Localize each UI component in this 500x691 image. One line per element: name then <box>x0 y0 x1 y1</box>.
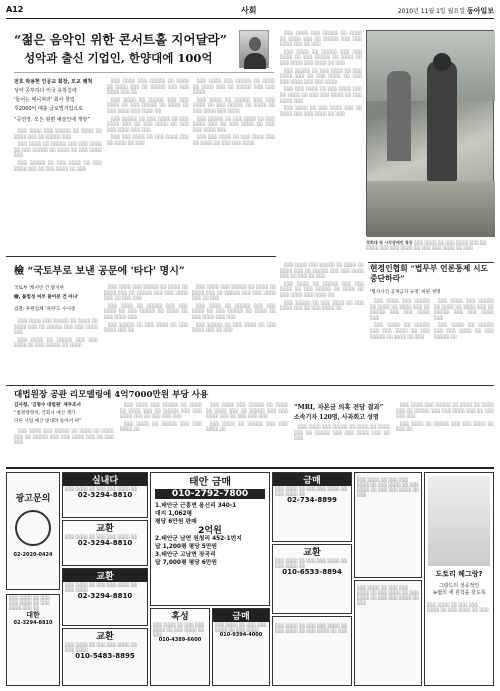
fourth-sub-3: 다른 사업 예산 빗대려 돌아서 써” <box>14 419 82 424</box>
third-story-body-2: ░░░ ░░░░ ░░░ ░░░░░ ░░ ░░░░ ░░ ░░░░ ░░░ ░░ ░░░░░ ░░░ ░░░ ░░░░ ░░░ ░░░ ░░░░ ░░ ░░░░░ ░░░ ░░░ ░░░░ ░░ ░░░ ░░░░░ ░░ <box>434 298 494 339</box>
second-story-body-2: ░░░ ░░░░ ░░░ ░░░░░ ░░ ░░░░ ░░ ░░░░ ░░░ ░░ ░░░░░ ░░░ ░░░ ░░░░ ░░░ ░░ ░░░ ░░░ ░░░ ░░░░ ░░ ░░░░░ ░░░ ░░░ ░░░░ ░░ ░░░ ░░░░░ ░░ ░░░░ ░░ ░░░ ░░░░ ░░░ ░░░ ░░░░░ ░░ ░░░ ░░░░ ░░ ░░░ ░░░░ ░░░ ░░ <box>104 284 188 333</box>
ad-line: 답 7,000평 평당 6만원 <box>155 560 218 567</box>
ad-divider <box>6 467 494 469</box>
subhead-5: “공연장, 모든 형편 예술인에 개방” <box>14 117 90 123</box>
fourth-story-body-2: ░░░ ░░░░ ░░░ ░░░░░ ░░ ░░░░ ░░ ░░░░ ░░░ ░░ ░░░░░ ░░░ ░░░ ░░░░ ░░░ ░░ ░░░ ░░░ ░░░ ░░░ ░░░░ ░░ ░░░░░ ░░░ ░░░ ░░░░ ░░ <box>120 402 202 432</box>
second-headline: 檢 “국토부로 보낸 공문에 '타다' 명시” <box>14 266 185 277</box>
news-photo <box>366 30 494 236</box>
fourth-headline: 대법원장 공관 리모델링에 4억7000만원 부당 사용 <box>14 390 209 400</box>
ad-tel: 010-4389-6600 <box>158 637 202 643</box>
ad-title: 교환 <box>96 632 114 642</box>
ad-line: 답 1,200평 평당 5만원 <box>155 544 218 551</box>
page-header <box>6 5 494 18</box>
second-story-body-3: ░░░ ░░░░ ░░░ ░░░░░ ░░ ░░░░ ░░ ░░░░ ░░░ ░░ ░░░░░ ░░░ ░░░ ░░░░ ░░░ ░░ ░░░ ░░░ ░░░░ ░░ ░░░░░ ░░░ ░░░ ░░░░ ░░ ░░░ ░░░░░ ░░ ░░░░ ░░ ░░░ ░░░░ ░░░ ░░░ ░░░ ░░░░░ ░░ ░░░ ░░░░ ░░ ░░░ ░░░░ ░░░ ░░ ░░░ <box>192 284 276 333</box>
fourth-sub-1: 김사청, '김명수 대법원' 재무조사 <box>14 403 82 408</box>
ad-a5: 교환 ░░░ ░░░░ ░░ ░░░ ░░░ ░░░░ ░░ ░░░ ░░░░ 02-3294-8810 <box>62 568 148 626</box>
ad-misc-1: ░░░ ░░░░ ░░ ░░░ ░░░ ░░░░ ░░ ░░░ ░░░░ ░░ ░░░ ░░░░ ░░ ░░░ <box>272 616 352 686</box>
fifth-sub: 소속기자 120명, 사과회고 성명 <box>294 414 379 421</box>
ad-line: 2.태안군 남면 원청리 452-1번지 <box>155 535 242 542</box>
ad-title: 실내다 <box>63 473 147 486</box>
second-sub-3: 검찰, 후원업체 '파파'도 수사중 <box>14 307 76 312</box>
ad-left-bottom: ░░░ ░░░░ ░░ ░░░ ░░░ ░░░░ ░░ ░░░ ░░░░ ░░░ ░░ 대한 02-3294-8810 <box>6 594 60 686</box>
notice-sub-2: 농협의 세 원칙을 갖도록 <box>432 590 486 596</box>
ad-a9: 혹성 ░░░ ░░░░ ░░ ░░░ ░░░ ░░░░ ░░ ░░░ ░░░░ ░░ ░░░ 010-4389-6600 <box>150 608 210 686</box>
ad-tel: 010-5483-8895 <box>75 652 135 660</box>
ad-line: 대지 1,062평 <box>155 511 193 518</box>
ad-title: 태안 금매 <box>188 477 232 488</box>
top-headline-1: “젊은 음악인 위한 콘서트홀 지어달라” <box>14 32 227 47</box>
fourth-sub-2: “법원행정처, 국회나 예산 재가 <box>14 411 76 416</box>
ad-title: 교환 <box>63 569 147 582</box>
top-story-body-4: ░░░ ░░░░ ░░░ ░░░░░ ░░ ░░░░ ░░ ░░░░ ░░░ ░░ ░░░░░ ░░░ ░░░ ░░░░ ░░░ ░░ ░░░ ░░░ ░░░░ ░░ ░░░░░ ░░░ ░░░ ░░░░ ░░ ░░░ ░░░░░ ░░ ░░░░ ░░ ░░░ ░░░░ ░░░ ░░░░ ░░ ░░░ ░░░ ░░░░░ ░░ ░░░ ░░░░ ░░ ░░░ ░░░░ ░░░ ░░ ░░░ ░░░░ ░░ ░░░ ░░░ ░░░░ ░░░ ░░░ ░░░░ ░░░ ░░░ ░░░░ ░░ ░░░ ░░░░ ░░░ ░░ ░░░░ ░░ ░░░ ░░░ ░░░░ ░░ ░░░ ░░░░ ░░░ ░░░ ░░░░ ░░ ░░░ ░░░░ ░░░ ░░ ░░░░ ░░░ ░░░ ░░░░ ░░ ░░░ <box>280 30 362 116</box>
notice-title: 도토리 헤그랑? <box>435 570 483 578</box>
subhead-1: 전호 박용현 인공교 회장, 모교 쾌척 <box>14 79 93 85</box>
ad-a11: 교환 ░░░ ░░░░ ░░ ░░░ ░░░ ░░░░ ░░ ░░░ ░░░░ ░░ 010-6533-8894 <box>272 544 352 614</box>
ad-a1: 실내다 ░░░ ░░░░ ░░ ░░░ ░░░ ░░░░ ░░ 02-3294-8810 <box>62 472 148 518</box>
ad-tel: 02-3294-8810 <box>77 539 133 547</box>
ad-title: 대한 <box>26 611 40 619</box>
ad-price: 2억원 <box>198 525 222 536</box>
top-story-subheads <box>14 78 102 125</box>
ad-tel: 010-9394-4000 <box>219 632 263 638</box>
photo-caption: 경희대 첫 시각장애인 특등 ░░░ ░░░░ ░░ ░░░ ░░░░ ░░░ ░░ ░░░░ ░░░ ░░░ ░░░░ ░░ ░░░ ░░░ ░░░░ ░░ ░░░ <box>366 240 487 250</box>
ad-misc-3: ░░░ ░░░░ ░░ ░░░ ░░░ ░░░░ ░░ ░░░ ░░░░ ░░ ░░░ ░░░░ ░░ ░░░ ░░░ ░░░░ ░░ ░░░ <box>354 580 422 686</box>
fourth-story-body-1: ░░░ ░░░░ ░░░ ░░░░░ ░░ ░░░░ ░░ ░░░░ ░░░ ░░ ░░░░░ ░░░ ░░░ ░░░░ ░░░ ░░ ░░░ ░░░ <box>14 428 114 445</box>
issue-date: 2010년 11월 1일 월요일 <box>397 8 466 15</box>
divider <box>6 385 494 386</box>
third-headline: 현정인협회 “법무부 언론통제 시도 중단하라” <box>370 264 489 283</box>
third-story-body-1: ░░░ ░░░░ ░░░ ░░░░░ ░░ ░░░░ ░░ ░░░░ ░░░ ░░ ░░░░░ ░░░ ░░░ ░░░░ ░░░ ░░░ ░░░░ ░░ ░░░░░ ░░░ ░░░ ░░░░ ░░ ░░░ ░░░░░ ░░ ░░░░ ░░ ░░░ <box>370 298 430 339</box>
divider <box>14 72 274 73</box>
subhead-2: 성악 공부하다 미국 유학길에 <box>14 88 77 94</box>
third-sub: '형사사건 공개금지 규정' 비판 성명 <box>370 290 441 295</box>
ad-a4: 금매 ░░░ ░░░░ ░░ ░░░ ░░░ ░░░░ ░░ ░░░ ░░░░ ░░ 02-734-8899 <box>272 472 352 542</box>
top-story-body-1: ░░░ ░░░░ ░░░ ░░░░░ ░░ ░░░░ ░░ ░░░░ ░░░ ░░ ░░░░░ ░░░ ░░░ ░░░░ ░░ ░░░░░ ░░░ ░░░ ░░░░ ░░ ░░░ ░░░░░ ░░ ░░░░ ░░ ░░░ ░░░░ ░░░ ░░░ ░░░░░ ░░ ░░░ ░░░░ ░░ ░░░ ░░░░ ░░░ ░░ ░░░ ░░░░ ░░ ░░░ <box>14 128 102 171</box>
second-story-body-4: ░░░ ░░░░ ░░░ ░░░░░ ░░ ░░░░ ░░ ░░░░ ░░░ ░░ ░░░░░ ░░░ ░░░ ░░░░ ░░░ ░░ ░░░ ░░ ░░░ ░░░ ░░░░ ░░ ░░░░░ ░░░ ░░░ ░░░░ ░░ ░░░ ░░░░░ ░░ ░░░░ ░░ ░░░ ░░░░ ░░░ ░░░░ ░░ ░░░ ░░░░░ ░░ ░░░ ░░░░ ░░ ░░░ ░░░░ ░░░ ░░ ░░░ ░░░░ ░░ <box>280 262 364 311</box>
ad-tel: 02-3294-8810 <box>13 620 53 626</box>
fifth-story-body-1: ░░░ ░░░░ ░░░ ░░░░░ ░░ ░░░░ ░░ ░░░░ ░░░ ░░ ░░░░░ ░░░ ░░░ ░░░░ ░░░ ░░ ░░░ <box>294 424 390 441</box>
photo-caption-title: 경희대 첫 시각장애인 특등 <box>366 240 413 245</box>
ad-line: 1.태안군 근흥면 용신리 340-1 <box>155 503 237 509</box>
paper-name: 동아일보 <box>466 7 494 15</box>
ad-tel: 02-3294-8810 <box>77 491 133 499</box>
ad-a10: 금매 ░░░ ░░░░ ░░ ░░░ ░░░ ░░░░ ░░ ░░░ ░░░░ 010-9394-4000 <box>212 608 270 686</box>
portrait-photo <box>239 30 269 68</box>
subhead-3: '들어는 메니쳐러' 회사 창업 <box>14 97 75 103</box>
ad-tel: 010-6533-8894 <box>282 568 342 576</box>
ad-tel: 010-2792-7800 <box>155 489 265 499</box>
fourth-story-body-3: ░░░ ░░░░ ░░░ ░░░░░ ░░ ░░░░ ░░ ░░░░ ░░░ ░░ ░░░░░ ░░░ ░░░ ░░░░ ░░░ ░░ ░░░ ░░░ ░░░ ░░░ ░░░░ ░░ ░░░░░ ░░░ ░░░ ░░░░ ░░ <box>206 402 288 432</box>
fifth-headline: “MRI, 자본금 의혹 전담 결과” <box>294 403 384 411</box>
ad-tel: 02-3294-8810 <box>77 592 133 600</box>
page-number: A12 <box>6 5 24 14</box>
divider <box>6 256 276 257</box>
ad-title: 교환 <box>303 548 321 558</box>
top-headline-2: 성악과 출신 기업인, 한양대에 100억 <box>24 51 213 65</box>
ad-tel: 02-734-8899 <box>287 496 337 504</box>
divider <box>368 262 494 263</box>
ad-a8: 교환 ░░░ ░░░░ ░░ ░░░ ░░░ ░░░░ ░░ ░░░ ░░░░ 010-5483-8895 <box>62 628 148 686</box>
second-sub-1: 국토부 '캐서린 건 방지한 <box>14 286 65 291</box>
fifth-story-body-2: ░░░ ░░░░ ░░░ ░░░░░ ░░ ░░░░ ░░ ░░░░ ░░░ ░░ ░░░░░ ░░░ ░░░ ░░░░ ░░░ ░░ ░░░ ░░░ ░░░ ░░░ ░░░░ ░░ ░░░░░ ░░░ ░░░ ░░░░ ░░ ░░░ ░░ <box>396 402 494 432</box>
ad-line: 3.태안군 고남면 장곡리 <box>155 552 216 559</box>
top-story-body-2: ░░░ ░░░░ ░░░ ░░░░░ ░░ ░░░░ ░░ ░░░░ ░░░ ░░ ░░░░░ ░░░ ░░░ ░░░░ ░░░ ░░ ░░░ ░░░░ ░░ ░░░░░ ░░░ ░░░ ░░░░ ░░ ░░░ ░░░░░ ░░ ░░░░ ░░ ░░░ ░░░░ ░░░ ░░░░ ░░ ░░░ ░░░░░ ░░ ░░░ ░░░░ ░░ ░░░ ░░░░ ░░░ ░░ ░░░ ░░░░ ░░ ░░░ ░░░ ░░░░ ░░░ ░░░ ░░░ ░░░ ░░░░ ░░ ░░░ ░░░░ ░░░ ░░ ░░░░ ░░ ░░░ <box>107 78 189 145</box>
second-story-subheads <box>14 284 98 314</box>
fourth-story-subheads <box>14 402 114 426</box>
header-rule <box>6 18 494 19</box>
ad-notice: 도토리 헤그랑? 그랑드리 성공적인 농협의 세 원칙을 갖도록 ░░░ ░░░░ ░░ ░░░ ░░░ ░░░░ ░░ ░░░ ░░░░ ░░ ░░░ <box>424 472 494 686</box>
ad-title: 금매 <box>213 609 269 622</box>
second-sub-2: 檢, 불법성 여부 물어본 건 아냐' <box>14 295 79 300</box>
top-story-body-3: ░░░ ░░░░ ░░░ ░░░░░ ░░ ░░░░ ░░ ░░░░ ░░░ ░░ ░░░░░ ░░░ ░░░ ░░░░ ░░░ ░░░░ ░░ ░░░░░ ░░░ ░░░ ░░░░ ░░ ░░░ ░░░░░ ░░ ░░░░ ░░ ░░░ ░░░░ ░░░ ░░░░ ░░░ ░░░░░ ░░ ░░░ ░░░░ ░░ ░░░ ░░░░ ░░░ ░░ ░░░ ░░░░ ░░ ░░░ ░░░ ░░░░ ░░░ ░░░ ░░░ ░░░░ ░░ ░░░ ░░░░ ░░░ ░░ ░░░░ ░░ ░░░ ░░░ ░░░░ <box>193 78 275 145</box>
second-story-body-1: ░░░ ░░░░ ░░░ ░░░░░ ░░ ░░░░ ░░ ░░░░ ░░░ ░░ ░░░░░ ░░░ ░░░ ░░░░ ░░░ ░░░ ░░░░ ░░ ░░░░░ ░░░ ░░░ ░░░░ ░░ ░░░ ░░░░░ ░░ ░░░░ <box>14 318 98 348</box>
section-name: 사회 <box>241 6 257 15</box>
ad-title: 금매 <box>273 473 351 486</box>
ad-title: 혹성 <box>171 612 189 622</box>
ad-tel: 02-2020-0424 <box>13 552 53 558</box>
ad-title: 교환 <box>96 524 114 534</box>
ad-big <box>150 472 270 606</box>
ad-a2: 교환 ░░░ ░░░░ ░░ ░░░ ░░░ ░░░░ ░░ 02-3294-8810 <box>62 520 148 566</box>
notice-sub: 그랑드리 성공적인 <box>438 583 480 589</box>
ad-misc-2: ░░░ ░░░░ ░░ ░░░ ░░░ ░░░░ ░░ ░░░ ░░░░ ░░ ░░░ ░░░░ ░░ ░░░ ░░░ ░░░░ ░░ ░░░ <box>354 472 422 578</box>
ad-title: 광고문의 <box>15 494 51 504</box>
subhead-4: 후2000억 매출 글로벌기업으로 <box>14 106 84 112</box>
ad-line: 평당 6만원 판매 <box>155 519 197 526</box>
ad-left-top <box>6 472 60 590</box>
